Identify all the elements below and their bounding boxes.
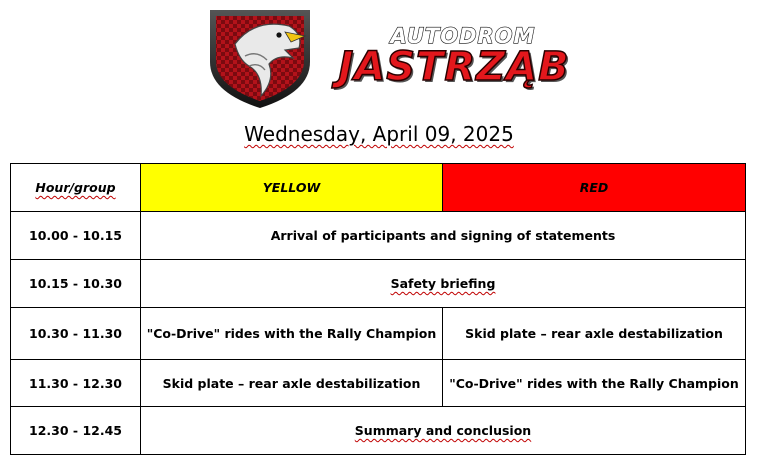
table-row xyxy=(11,212,746,260)
row-hour: 12.30 - 12.45 xyxy=(11,407,141,455)
table-row xyxy=(11,308,746,360)
table-row xyxy=(11,360,746,407)
schedule-table xyxy=(10,163,746,455)
header-red-group: RED xyxy=(443,164,746,212)
header-hour-group: Hour/group xyxy=(11,164,141,212)
autodrom-wordmark xyxy=(323,18,585,98)
logo-main-text: JASTRZĄB xyxy=(338,44,570,90)
header-yellow-group: YELLOW xyxy=(141,164,443,212)
row-red-activity: Skid plate – rear axle destabilization xyxy=(443,308,746,360)
row-hour: 10.30 - 11.30 xyxy=(11,308,141,360)
schedule-date xyxy=(0,122,758,146)
row-yellow-activity: "Co-Drive" rides with the Rally Champion xyxy=(141,308,443,360)
table-row xyxy=(11,260,746,308)
row-hour: 10.15 - 10.30 xyxy=(11,260,141,308)
date-text: Wednesday, April 09, 2025 xyxy=(244,122,514,146)
logo-top-text: AUTODROM xyxy=(390,24,536,48)
eagle-shield-icon xyxy=(205,4,315,110)
table-row xyxy=(11,407,746,455)
row-activity: Summary and conclusion xyxy=(141,407,746,455)
row-red-activity: "Co-Drive" rides with the Rally Champion xyxy=(443,360,746,407)
row-activity: Safety briefing xyxy=(141,260,746,308)
row-yellow-activity: Skid plate – rear axle destabilization xyxy=(141,360,443,407)
row-hour: 10.00 - 10.15 xyxy=(11,212,141,260)
row-hour: 11.30 - 12.30 xyxy=(11,360,141,407)
row-activity: Arrival of participants and signing of statements xyxy=(141,212,746,260)
table-header-row xyxy=(11,164,746,212)
autodrom-logo xyxy=(205,4,585,110)
